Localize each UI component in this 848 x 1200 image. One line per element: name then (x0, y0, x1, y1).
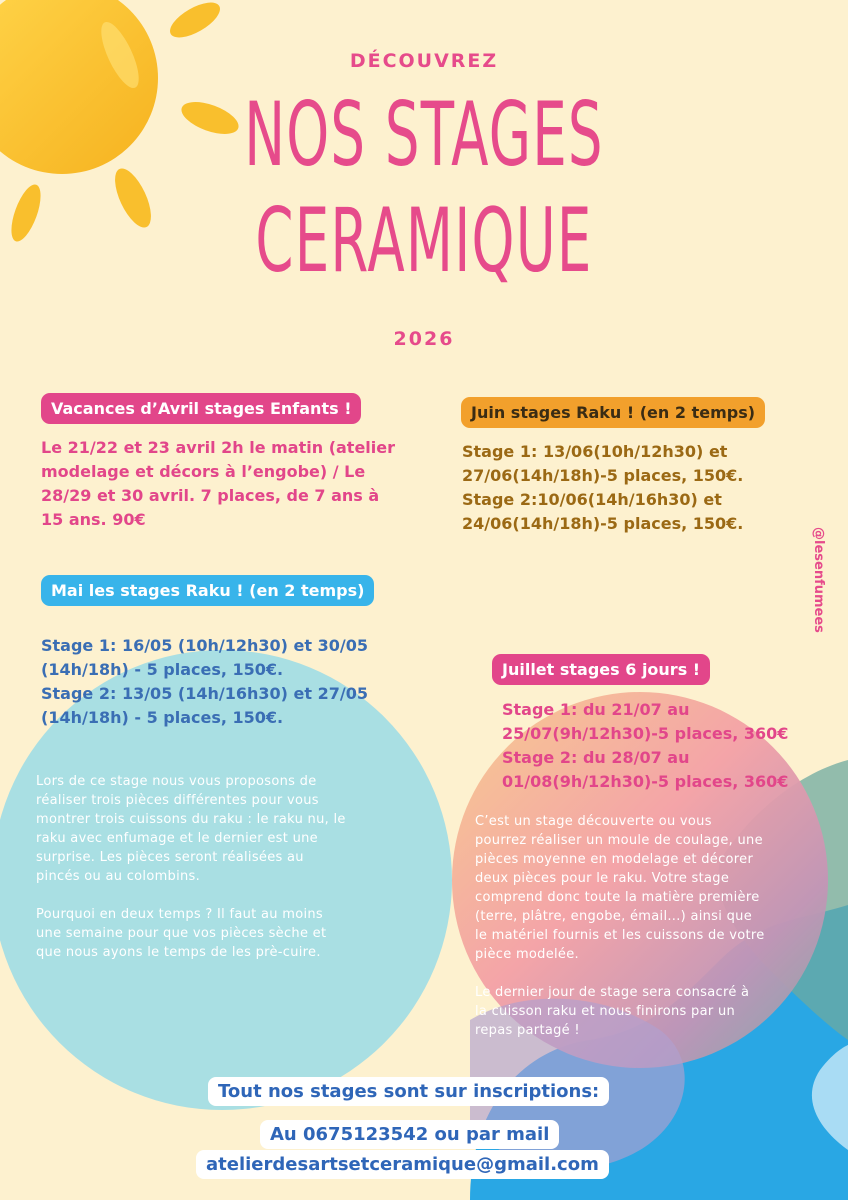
title-line-2: CERAMIQUE (255, 189, 593, 292)
july-line: Stage 1: du 21/07 au (502, 700, 690, 719)
july-heading: Juillet stages 6 jours ! (492, 654, 710, 685)
may-para-line: Lors de ce stage nous vous proposons de (36, 774, 317, 789)
may-heading: Mai les stages Raku ! (en 2 temps) (41, 575, 374, 606)
july-description (475, 812, 835, 1040)
email-link[interactable]: atelierdesartsetceramique@gmail.com (196, 1150, 609, 1179)
social-handle: @lesenfumees (811, 527, 826, 633)
april-line: 15 ans. 90€ (41, 510, 146, 529)
april-heading: Vacances d’Avril stages Enfants ! (41, 393, 361, 424)
year-text: 2026 (393, 328, 455, 350)
june-heading: Juin stages Raku ! (en 2 temps) (461, 397, 765, 428)
june-line: 27/06(14h/18h)-5 places, 150€. (462, 466, 744, 485)
title-line-1: NOS STAGES (244, 83, 604, 186)
may-details (41, 634, 411, 730)
june-line: Stage 2:10/06(14h/16h30) et (462, 490, 722, 509)
may-para-line: une semaine pour que vos pièces sèche et (36, 926, 327, 941)
may-line: Stage 1: 16/05 (10h/12h30) et 30/05 (41, 636, 368, 655)
april-details (41, 436, 411, 532)
july-para-line: le matériel fournis et les cuissons de votre (475, 928, 765, 943)
july-para-line: pièces moyenne en modelage et décorer (475, 852, 754, 867)
july-para-line: C’est un stage découverte ou vous (475, 814, 712, 829)
april-line: modelage et décors à l’engobe) / Le (41, 462, 366, 481)
june-line: 24/06(14h/18h)-5 places, 150€. (462, 514, 744, 533)
july-para-line: repas partagé ! (475, 1023, 580, 1038)
may-para-line: réaliser trois pièces différentes pour vous (36, 793, 319, 808)
may-description (36, 772, 392, 962)
july-line: Stage 2: du 28/07 au (502, 748, 690, 767)
may-para-line: pincés ou au colombins. (36, 869, 201, 884)
phone-contact[interactable]: Au 0675123542 ou par mail (260, 1120, 559, 1149)
july-line: 01/08(9h/12h30)-5 places, 360€ (502, 772, 789, 791)
april-line: 28/29 et 30 avril. 7 places, de 7 ans à (41, 486, 380, 505)
may-para-line: montrer trois cuissons du raku : le raku nu, le (36, 812, 346, 827)
may-para-line: surprise. Les pièces seront réalisées au (36, 850, 304, 865)
may-para-line: Pourquoi en deux temps ? Il faut au moins (36, 907, 323, 922)
april-line: Le 21/22 et 23 avril 2h le matin (atelier (41, 438, 396, 457)
july-para-line: pourrez réaliser un moule de coulage, une (475, 833, 763, 848)
may-line: (14h/18h) - 5 places, 150€. (41, 660, 284, 679)
june-line: Stage 1: 13/06(10h/12h30) et (462, 442, 728, 461)
inscriptions-banner: Tout nos stages sont sur inscriptions: (208, 1077, 609, 1106)
may-line: Stage 2: 13/05 (14h/16h30) et 27/05 (41, 684, 368, 703)
july-para-line: comprend donc toute la matière première (475, 890, 760, 905)
may-para-line: raku avec enfumage et le dernier est une (36, 831, 318, 846)
july-para-line: pièce modelée. (475, 947, 579, 962)
july-para-line: Le dernier jour de stage sera consacré à (475, 985, 750, 1000)
eyebrow-text: DÉCOUVREZ (349, 50, 499, 72)
july-para-line: (terre, plâtre, engobe, émail...) ainsi que (475, 909, 752, 924)
june-details (462, 440, 792, 536)
july-line: 25/07(9h/12h30)-5 places, 360€ (502, 724, 789, 743)
may-para-line: que nous ayons le temps de les prè-cuire. (36, 945, 321, 960)
july-para-line: deux pièces pour le raku. Votre stage (475, 871, 730, 886)
may-line: (14h/18h) - 5 places, 150€. (41, 708, 284, 727)
page-title (161, 82, 687, 294)
july-details (502, 698, 822, 794)
july-para-line: la cuisson raku et nous finirons par un (475, 1004, 736, 1019)
